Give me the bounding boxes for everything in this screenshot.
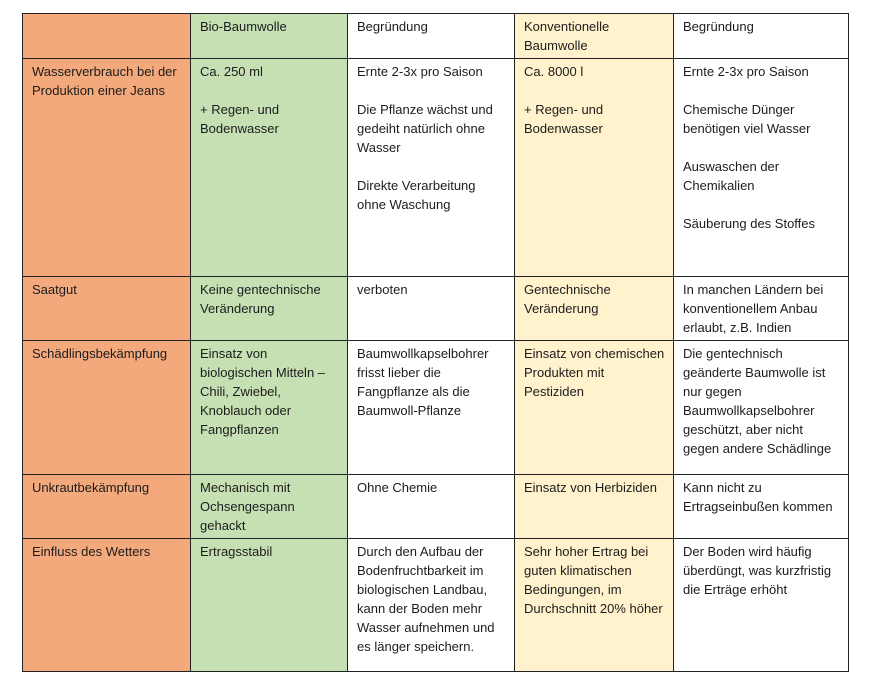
row-label: Schädlingsbekämpfung	[23, 341, 191, 475]
cell-konv-reason: Kann nicht zu Ertragseinbußen kommen	[674, 475, 849, 539]
cell-bio: Ca. 250 ml + Regen- und Bodenwasser	[191, 59, 348, 277]
header-konventionelle-baumwolle: Konventionelle Baumwolle	[515, 14, 674, 59]
row-label: Saatgut	[23, 277, 191, 341]
cell-bio-reason: verboten	[348, 277, 515, 341]
cell-bio: Keine gentechnische Veränderung	[191, 277, 348, 341]
cell-bio-reason: Ernte 2-3x pro Saison Die Pflanze wächst und gedeiht natürlich ohne Wasser Direkte Verarbeitung ohne Waschung	[348, 59, 515, 277]
header-bio-baumwolle: Bio-Baumwolle	[191, 14, 348, 59]
table-row	[23, 277, 849, 341]
table-row	[23, 341, 849, 475]
cell-konv-reason: Die gentechnisch geänderte Baumwolle ist nur gegen Baumwollkapselbohrer geschützt, aber nicht gegen andere Schädlinge	[674, 341, 849, 475]
cotton-comparison-table	[22, 13, 849, 672]
table-row	[23, 475, 849, 539]
cell-bio: Mechanisch mit Ochsengespann gehackt	[191, 475, 348, 539]
table-row	[23, 59, 849, 277]
cell-bio: Ertragsstabil	[191, 539, 348, 672]
cell-konv: Gentechnische Veränderung	[515, 277, 674, 341]
cell-konv: Einsatz von chemischen Produkten mit Pestiziden	[515, 341, 674, 475]
row-label: Wasserverbrauch bei der Produktion einer Jeans	[23, 59, 191, 277]
cell-bio-reason: Baumwollkapselbohrer frisst lieber die Fangpflanze als die Baumwoll-Pflanze	[348, 341, 515, 475]
header-begruendung-konv: Begründung	[674, 14, 849, 59]
cell-bio-reason: Ohne Chemie	[348, 475, 515, 539]
header-begruendung-bio: Begründung	[348, 14, 515, 59]
cell-konv: Sehr hoher Ertrag bei guten klimatischen Bedingungen, im Durchschnitt 20% höher	[515, 539, 674, 672]
header-row	[23, 14, 849, 59]
cell-konv: Einsatz von Herbiziden	[515, 475, 674, 539]
cell-bio: Einsatz von biologischen Mitteln – Chili, Zwiebel, Knoblauch oder Fangpflanzen	[191, 341, 348, 475]
header-empty-cell	[23, 14, 191, 59]
cell-konv: Ca. 8000 l + Regen- und Bodenwasser	[515, 59, 674, 277]
cell-konv-reason: In manchen Ländern bei konventionellem Anbau erlaubt, z.B. Indien	[674, 277, 849, 341]
cell-bio-reason: Durch den Aufbau der Bodenfruchtbarkeit im biologischen Landbau, kann der Boden mehr Wasser aufnehmen und es länger speichern.	[348, 539, 515, 672]
table-row	[23, 539, 849, 672]
cell-konv-reason: Ernte 2-3x pro Saison Chemische Dünger benötigen viel Wasser Auswaschen der Chemikalien Säuberung des Stoffes	[674, 59, 849, 277]
row-label: Einfluss des Wetters	[23, 539, 191, 672]
cell-konv-reason: Der Boden wird häufig überdüngt, was kurzfristig die Erträge erhöht	[674, 539, 849, 672]
row-label: Unkrautbekämpfung	[23, 475, 191, 539]
